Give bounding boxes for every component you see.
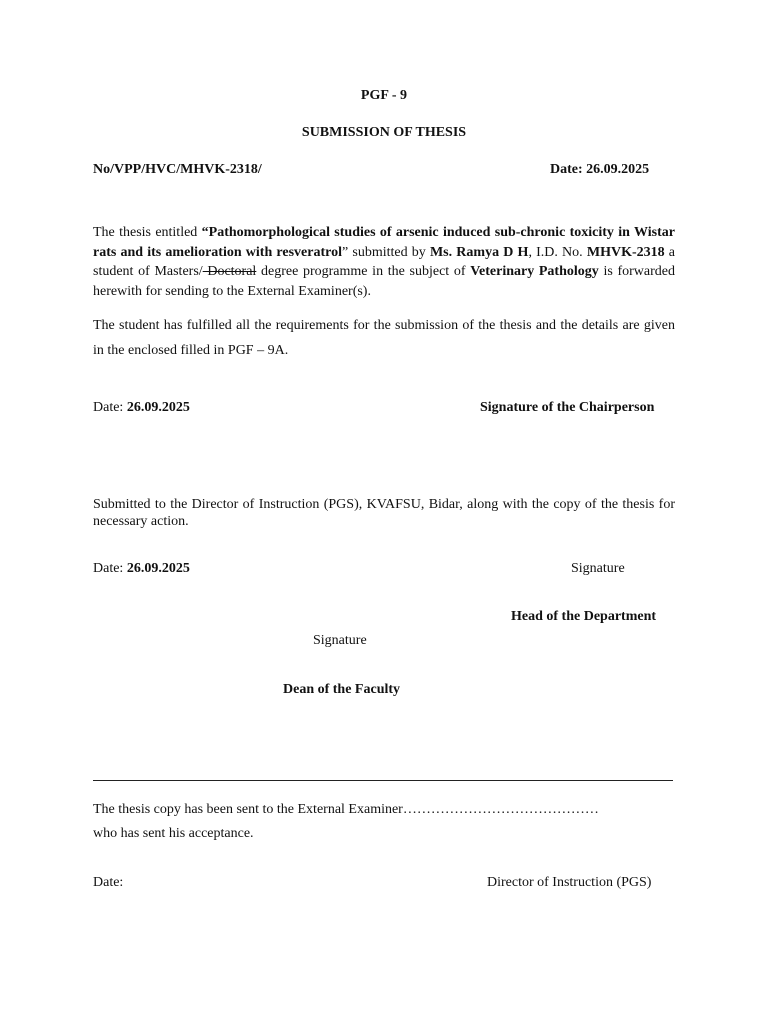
dean-label: Dean of the Faculty	[283, 682, 401, 697]
form-title: SUBMISSION OF THESIS	[301, 125, 467, 140]
header-date: Date: 26.09.2025	[550, 162, 650, 177]
footer-date: Date:	[93, 875, 124, 890]
struck-text: Doctoral	[202, 264, 257, 279]
hod-date: Date: 26.09.2025	[93, 561, 190, 576]
hod-signature-label: Signature	[571, 561, 625, 576]
requirements-paragraph: The student has fulfilled all the requirements for the submission of the thesis and the details are given in the enclosed filled in PGF – 9A.	[93, 318, 675, 358]
chairperson-signature-label: Signature of the Chairperson	[480, 400, 655, 415]
student-id: MHVK-2318	[586, 244, 665, 260]
chairperson-date: Date: 26.09.2025	[93, 400, 190, 415]
reference-number: No/VPP/HVC/MHVK-2318/	[93, 162, 262, 177]
forwarding-paragraph: The thesis entitled “Pathomorphological studies of arsenic induced sub-chronic toxicity in Wistar rats and its amelioration with resveratrol” submitted by Ms. Ramya D H, I.D. No. MHVK-2318 a student of Masters/ Doctoral degree programme in the subject of Veterinary Pathology is forwarded herewith for sending to the External Examiner(s).	[93, 225, 676, 299]
student-name: Ms. Ramya D H	[429, 244, 529, 260]
external-examiner-line: The thesis copy has been sent to the External Examiner……………………………………	[93, 802, 599, 817]
subject-name: Veterinary Pathology	[470, 264, 599, 279]
director-label: Director of Instruction (PGS)	[487, 875, 652, 890]
divider-line	[93, 780, 673, 781]
thesis-title: Pathomorphological studies of arsenic induced sub-chronic toxicity in Wistar rats and its amelioration with resveratrol	[93, 225, 675, 260]
acceptance-line: who has sent his acceptance.	[93, 826, 254, 841]
hod-label: Head of the Department	[511, 609, 657, 624]
submission-paragraph: Submitted to the Director of Instruction (PGS), KVAFSU, Bidar, along with the copy of the thesis for necessary action.	[93, 497, 675, 529]
dean-signature-label: Signature	[313, 633, 367, 648]
form-code: PGF - 9	[360, 88, 408, 103]
